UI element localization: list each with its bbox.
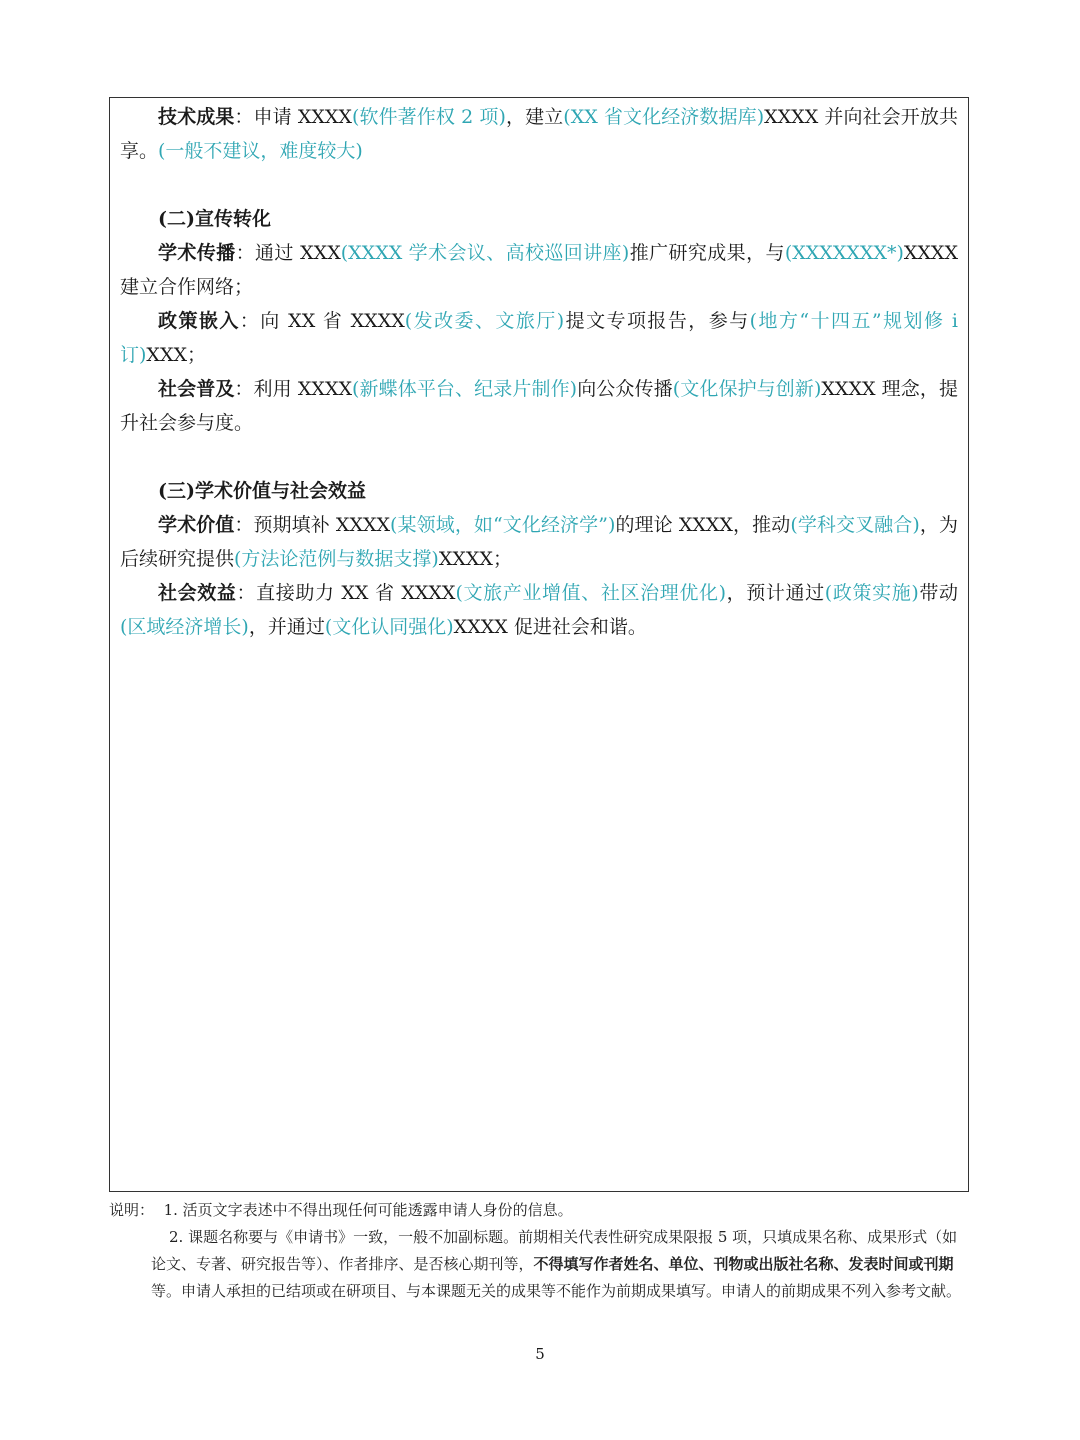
annotation: (政策实施) — [824, 582, 919, 604]
annotation: (方法论范例与数据支撑) — [234, 548, 439, 570]
form-frame — [109, 97, 969, 1192]
annotation: (一般不建议，难度较大) — [158, 140, 363, 162]
academic-value-label: 学术价值 — [158, 514, 235, 536]
annotation: (XX 省文化经济数据库) — [563, 106, 765, 128]
note-1: 说明： 1. 活页文字表述中不得出现任何可能透露申请人身份的信息。 — [109, 1201, 573, 1219]
annotation: (学科交叉融合) — [790, 514, 920, 536]
social-benefit-para: 社会效益：直接助力 XX 省 XXXX(文旅产业增值、社区治理优化)，预计通过(政策实施)带动(区域经济增长)，并通过(文化认同强化)XXXX 促进社会和谐。 — [120, 582, 958, 638]
policy-embedding-para: 政策嵌入：向 XX 省 XXXX(发改委、文旅厅)提文专项报告，参与(地方“十四五”规划修 i 订)XXX； — [120, 310, 958, 366]
page-number: 5 — [535, 1345, 545, 1363]
social-popularization-para: 社会普及：利用 XXXX(新蝶体平台、纪录片制作)向公众传播(文化保护与创新)XXXX 理念，提升社会参与度。 — [120, 378, 958, 434]
tech-results-label: 技术成果 — [158, 106, 235, 128]
annotation: (地方“十四五”规划修 i 订) — [120, 310, 958, 366]
note-2: 2. 课题名称要与《申请书》一致，一般不加副标题。前期相关代表性研究成果限报 5 项，只填成果名称、成果形式（如论文、专著、研究报告等）、作者排序、是否核心期刊等，不得填写作者姓名、单位、刊物或出版社名称、发表时间或刊期等。申请人承担的已结项或在研项目、与本课题无关的成果等不能作为前期成果填写。申请人的前期成果不列入参考文献。 — [151, 1228, 962, 1300]
annotation: (XXXX 学术会议、高校巡回讲座) — [340, 242, 630, 264]
instructions-notes — [109, 1197, 969, 1305]
social-benefit-label: 社会效益 — [158, 582, 237, 604]
annotation: (某领域，如“文化经济学”) — [390, 514, 616, 536]
academic-value-para: 学术价值：预期填补 XXXX(某领域，如“文化经济学”)的理论 XXXX，推动(学科交叉融合)，为后续研究提供(方法论范例与数据支撑)XXXX； — [120, 514, 958, 570]
annotation: (新蝶体平台、纪录片制作) — [352, 378, 578, 400]
annotation: (发改委、文旅厅) — [404, 310, 565, 332]
annotation: (XXXXXXX*) — [784, 242, 904, 264]
annotation: (文旅产业增值、社区治理优化) — [455, 582, 727, 604]
annotation: (文化保护与创新) — [672, 378, 822, 400]
social-popularization-label: 社会普及 — [158, 378, 235, 400]
section-heading: (三)学术价值与社会效益 — [158, 480, 366, 502]
section-heading: (二)宣传转化 — [158, 208, 271, 230]
note-2-emphasis: 不得填写作者姓名、单位、刊物或出版社名称、发表时间或刊期 — [533, 1255, 954, 1273]
academic-dissemination-para: 学术传播：通过 XXX(XXXX 学术会议、高校巡回讲座)推广研究成果，与(XXXXXXX*)XXXX 建立合作网络； — [120, 242, 958, 298]
tech-results-para: 技术成果：申请 XXXX(软件著作权 2 项)，建立(XX 省文化经济数据库)XXXX 并向社会开放共享。(一般不建议，难度较大) — [120, 106, 958, 162]
academic-dissemination-label: 学术传播 — [158, 242, 236, 264]
annotation: (软件著作权 2 项) — [351, 106, 506, 128]
annotation: (文化认同强化) — [324, 616, 454, 638]
policy-embedding-label: 政策嵌入 — [158, 310, 240, 332]
annotation: (区域经济增长) — [120, 616, 249, 638]
